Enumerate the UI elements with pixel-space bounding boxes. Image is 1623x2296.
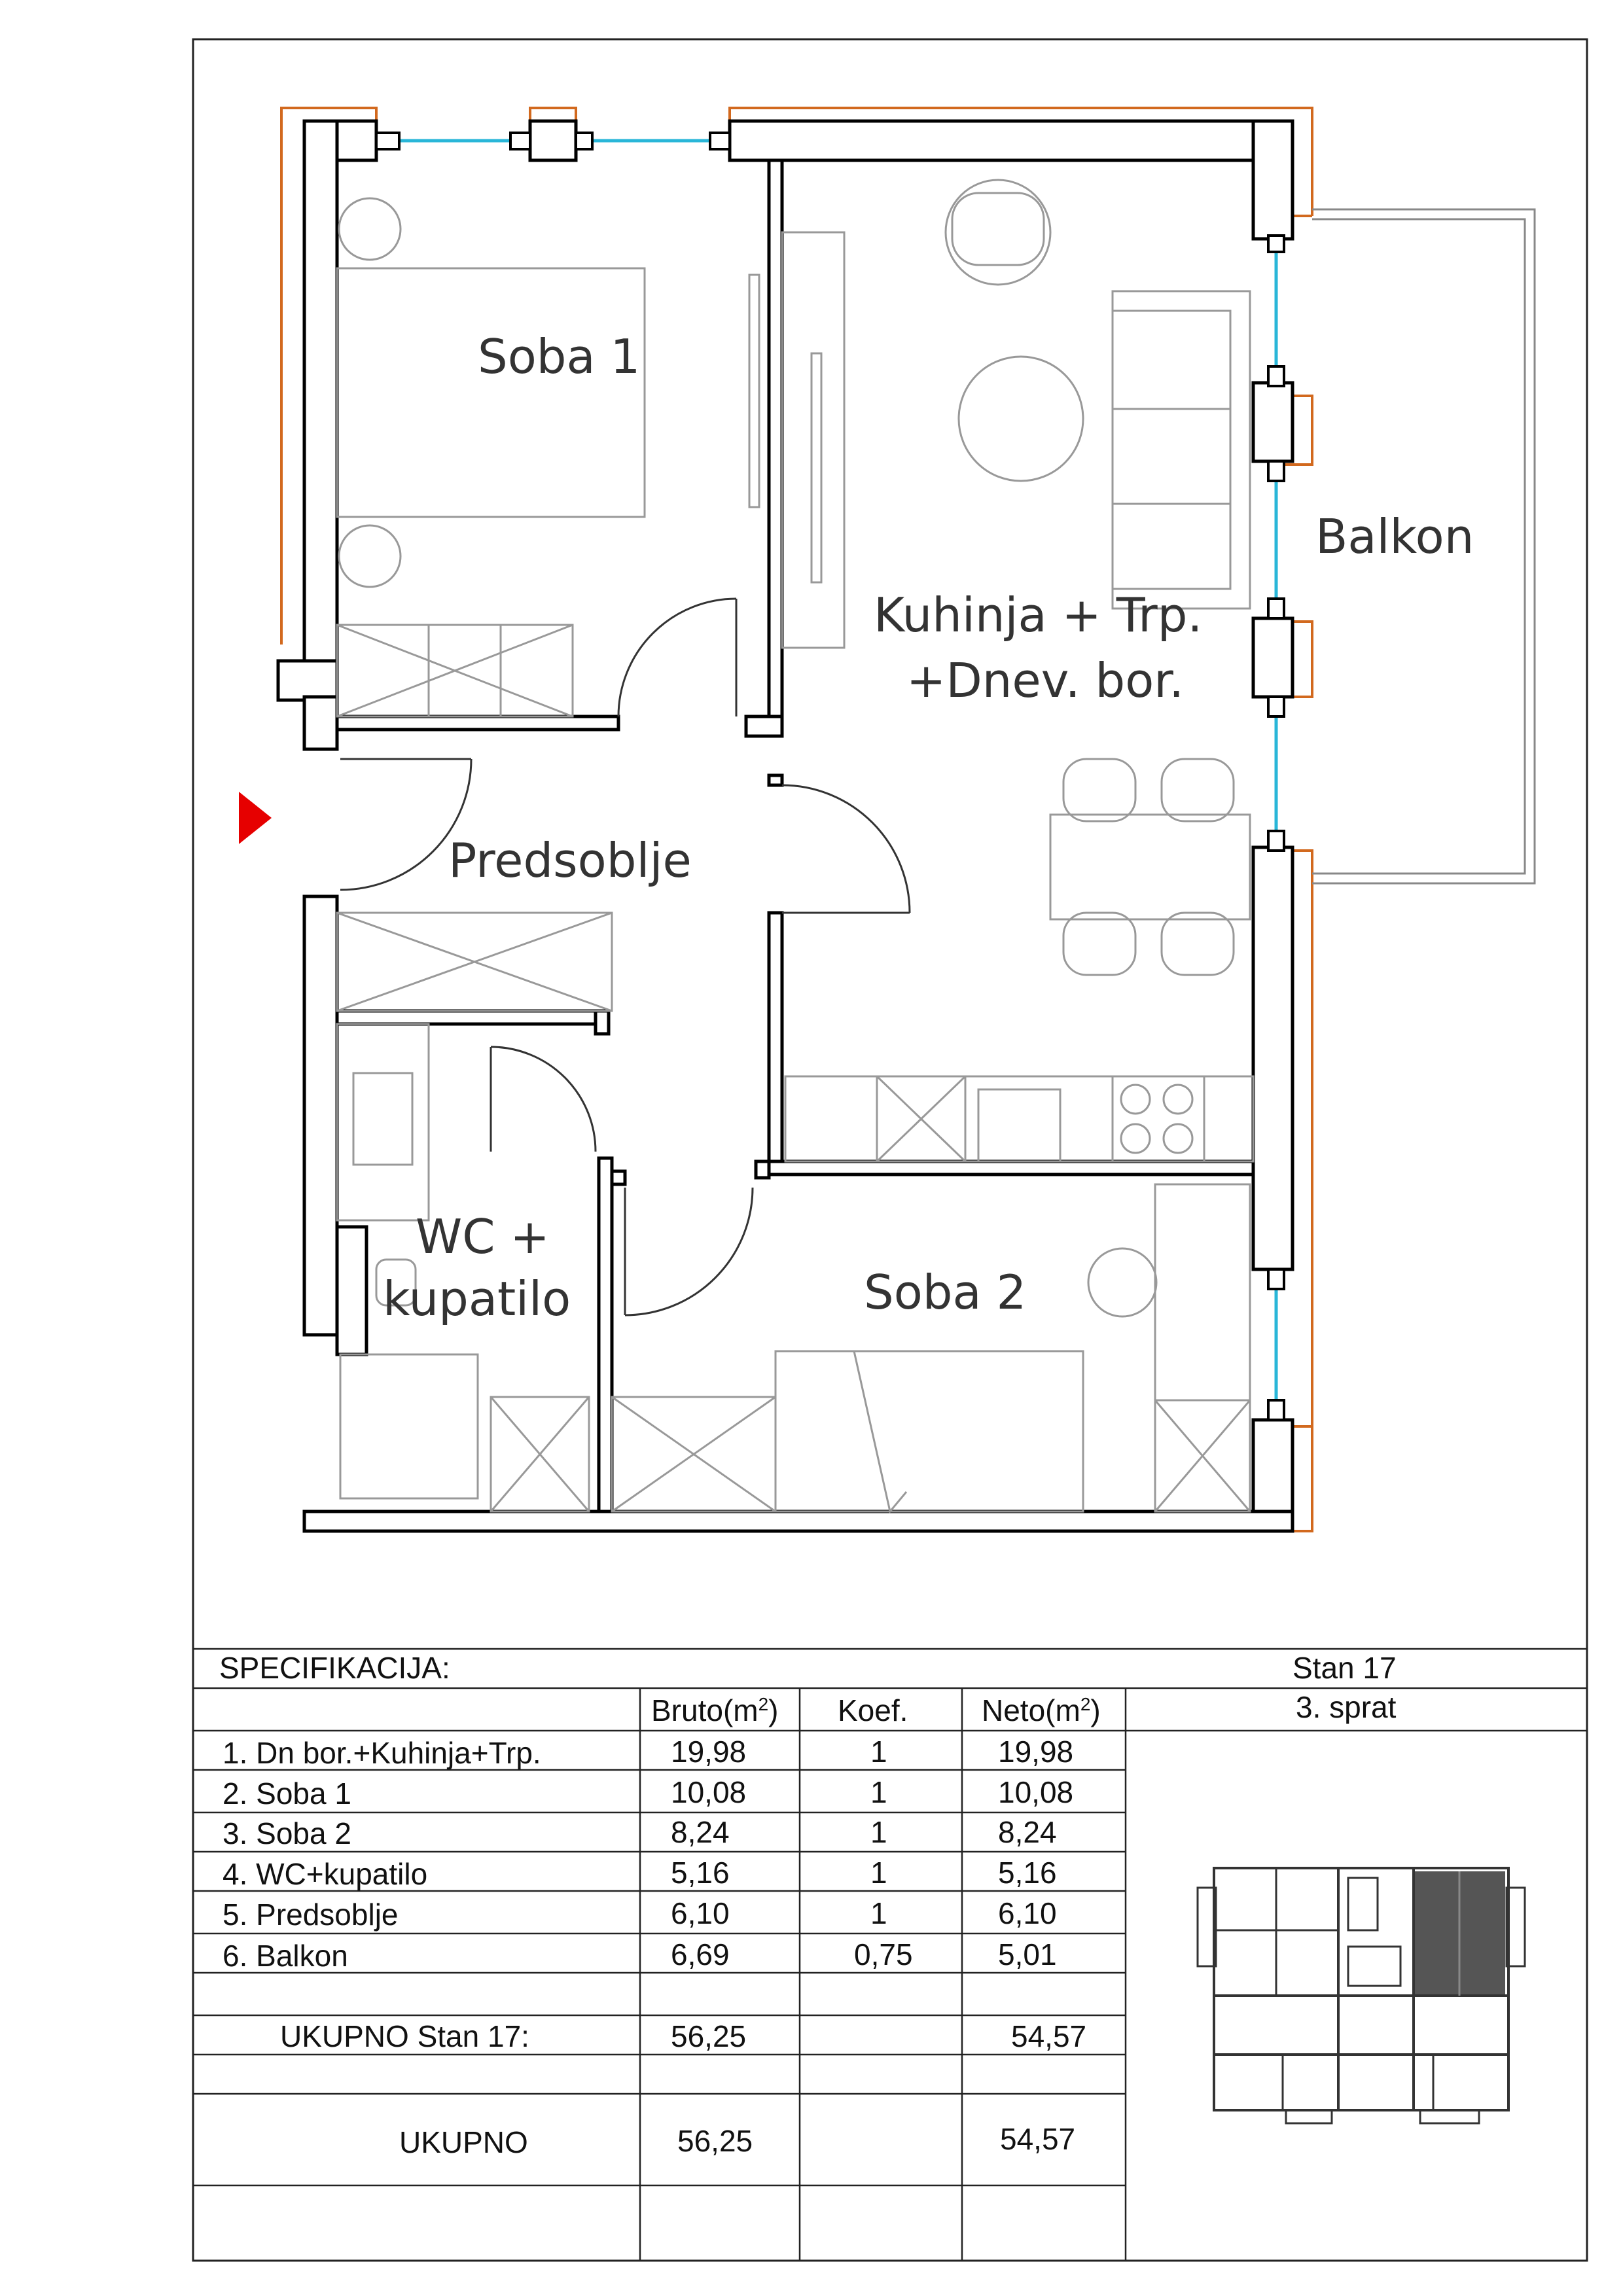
row-koef: 1	[870, 1775, 887, 1809]
row-name: 5. Predsoblje	[223, 1898, 399, 1932]
room-label-wc-1: WC +	[416, 1209, 550, 1264]
room-label-wc-2: kupatilo	[383, 1271, 571, 1326]
row-koef: 1	[870, 1735, 887, 1769]
row-bruto: 8,24	[671, 1815, 730, 1849]
row-neto: 19,98	[998, 1735, 1074, 1769]
row-name: 1. Dn bor.+Kuhinja+Trp.	[223, 1736, 541, 1770]
subtotal-neto: 54,57	[1011, 2019, 1087, 2053]
subtotal-bruto: 56,25	[671, 2019, 747, 2053]
row-bruto: 10,08	[671, 1775, 747, 1809]
row-bruto: 5,16	[671, 1856, 730, 1890]
row-bruto: 6,10	[671, 1896, 730, 1930]
key-plan-thumbnail	[1198, 1868, 1525, 2123]
row-koef: 1	[870, 1896, 887, 1930]
floor-plan	[239, 108, 1535, 1531]
room-label-soba1: Soba 1	[478, 329, 641, 384]
room-label-soba2: Soba 2	[864, 1265, 1027, 1320]
door-swings	[340, 599, 910, 1315]
row-neto: 10,08	[998, 1775, 1074, 1809]
subtotal-label: UKUPNO Stan 17:	[280, 2019, 529, 2053]
room-label-balkon: Balkon	[1315, 509, 1474, 564]
total-bruto: 56,25	[677, 2124, 753, 2158]
row-koef: 1	[870, 1856, 887, 1890]
row-neto: 6,10	[998, 1896, 1057, 1930]
spec-floor: 3. sprat	[1296, 1690, 1397, 1724]
total-neto: 54,57	[1000, 2122, 1076, 2156]
row-koef: 1	[870, 1815, 887, 1849]
spec-unit: Stan 17	[1293, 1651, 1397, 1685]
row-name: 3. Soba 2	[223, 1816, 351, 1850]
row-neto: 8,24	[998, 1815, 1057, 1849]
header-neto: $Neto(m^2)$	[982, 1693, 1101, 1727]
spec-title: SPECIFIKACIJA:	[219, 1651, 450, 1685]
row-neto: 5,01	[998, 1937, 1057, 1971]
room-label-kitchen-2: +Dnev. bor.	[906, 653, 1185, 708]
row-bruto: 19,98	[671, 1735, 747, 1769]
row-koef: 0,75	[854, 1937, 913, 1971]
room-label-kitchen-1: Kuhinja + Trp.	[874, 588, 1203, 643]
header-bruto: $Bruto(m^2)$	[651, 1693, 779, 1727]
room-label-predsoblje: Predsoblje	[448, 833, 692, 888]
header-koef: Koef.	[838, 1693, 908, 1727]
row-name: 6. Balkon	[223, 1939, 348, 1973]
row-bruto: 6,69	[671, 1937, 730, 1971]
row-name: 2. Soba 1	[223, 1776, 351, 1810]
total-label: UKUPNO	[399, 2125, 528, 2159]
row-name: 4. WC+kupatilo	[223, 1857, 428, 1891]
entrance-arrow-icon	[239, 792, 272, 844]
row-neto: 5,16	[998, 1856, 1057, 1890]
